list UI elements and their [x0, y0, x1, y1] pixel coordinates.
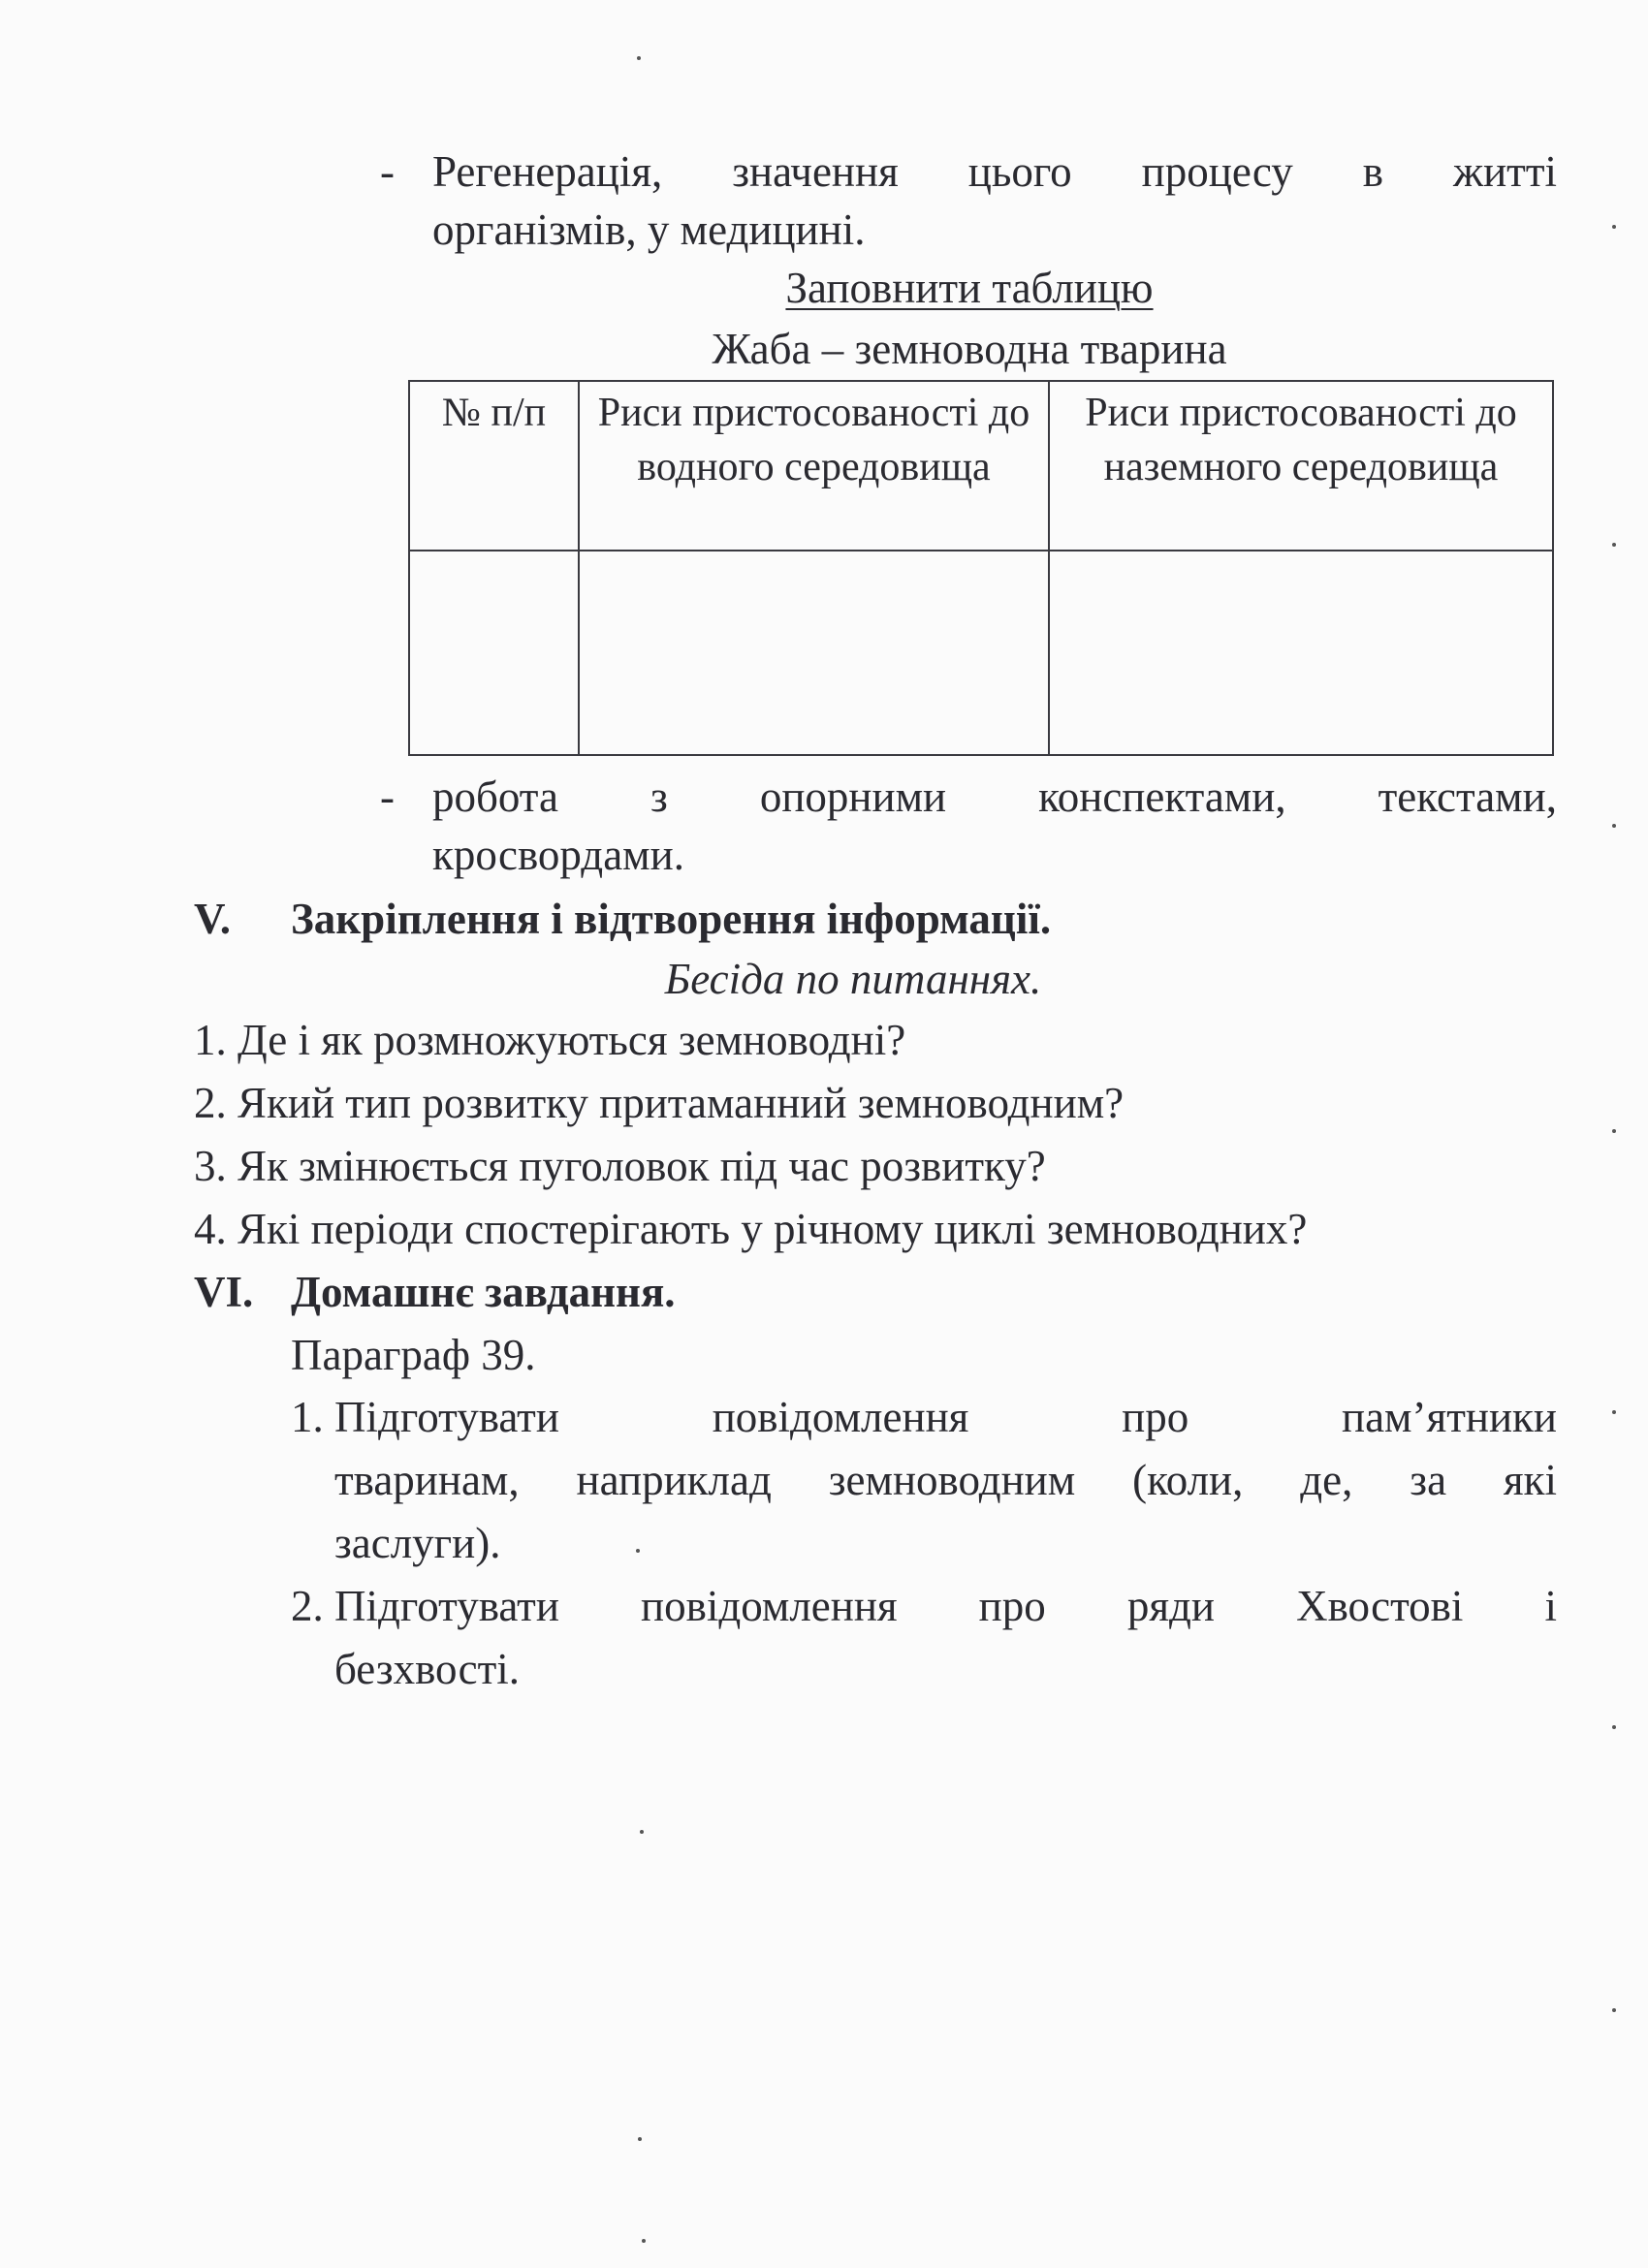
scan-speck: [1612, 1129, 1616, 1133]
task-1-line-1: Підготувати повідомлення про пам’ятники: [334, 1393, 1557, 1441]
section-5-subtitle: Бесіда по питаннях.: [664, 955, 1042, 1003]
scan-speck: [1612, 1725, 1616, 1729]
table-cell-number[interactable]: [409, 551, 579, 755]
scan-speck: [642, 2239, 646, 2243]
scan-speck: [637, 56, 641, 60]
table-row: [409, 551, 1553, 755]
task-1-line-2: тваринам, наприклад земноводним (коли, де, за які: [334, 1456, 1557, 1504]
frog-adaptation-table: [408, 380, 1554, 756]
question-3: 3. Як змінюється пуголовок під час розвитку?: [194, 1142, 1046, 1190]
scan-speck: [1612, 225, 1616, 229]
table-title: Жаба – земноводна тварина: [712, 325, 1227, 373]
table-header-row: [409, 381, 1553, 551]
header-land-adaptation: Риси пристосованості до наземного середовища: [1049, 381, 1553, 551]
task-heading: Заповнити таблицю: [785, 264, 1154, 312]
question-1: 1. Де і як розмножуються земноводні?: [194, 1016, 906, 1064]
question-4: 4. Які періоди спостерігають у річному циклі земноводних?: [194, 1205, 1308, 1253]
section-5-numeral: V.: [194, 895, 231, 943]
scan-speck: [1612, 824, 1616, 828]
table-cell-water[interactable]: [579, 551, 1049, 755]
task-2-line-1: Підготувати повідомлення про ряди Хвостові і: [334, 1582, 1557, 1630]
scan-speck: [636, 1549, 640, 1553]
task-1-number: 1.: [291, 1393, 324, 1441]
scan-speck: [1612, 543, 1616, 547]
task-2-number: 2.: [291, 1582, 324, 1630]
task-2-line-2: безхвості.: [334, 1645, 521, 1693]
work-bullet-line-2: кросвордами.: [432, 831, 684, 879]
question-2: 2. Який тип розвитку притаманний земноводним?: [194, 1079, 1125, 1127]
scan-speck: [638, 2137, 642, 2141]
paragraph-reference: Параграф 39.: [291, 1331, 536, 1379]
table-cell-land[interactable]: [1049, 551, 1553, 755]
task-1-line-3: заслуги).: [334, 1519, 501, 1567]
regeneration-line-2: організмів, у медицині.: [432, 205, 866, 254]
regeneration-line-1: Регенерація, значення цього процесу в житті: [432, 147, 1557, 196]
section-5-title: Закріплення і відтворення інформації.: [291, 895, 1052, 943]
scan-speck: [1612, 2008, 1616, 2012]
header-water-adaptation: Риси пристосованості до водного середовища: [579, 381, 1049, 551]
scan-speck: [640, 1830, 644, 1834]
section-6-title: Домашнє завдання.: [291, 1268, 676, 1316]
header-number: № п/п: [409, 381, 579, 551]
bullet-dash: -: [380, 147, 395, 196]
bullet-dash: -: [380, 772, 395, 821]
section-6-numeral: VI.: [194, 1268, 254, 1316]
work-bullet-line-1: робота з опорними конспектами, текстами,: [432, 772, 1557, 821]
scan-speck: [1612, 1410, 1616, 1414]
